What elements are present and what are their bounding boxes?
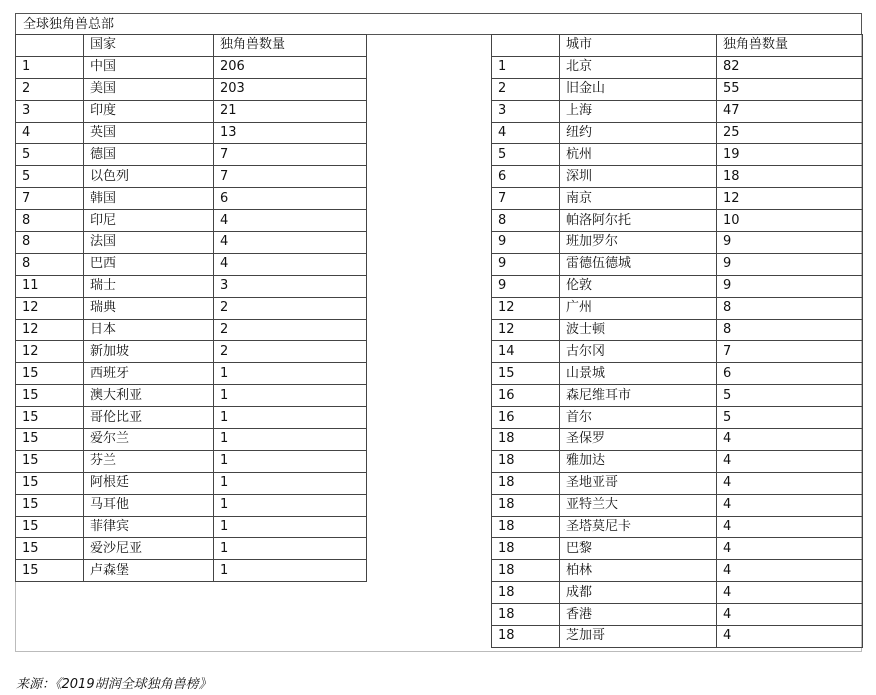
name-cell: 以色列 <box>84 166 214 188</box>
country-table <box>15 34 367 582</box>
count-cell: 1 <box>214 472 367 494</box>
table-row <box>16 516 367 538</box>
rank-cell: 3 <box>492 100 560 122</box>
table-row <box>16 166 367 188</box>
count-cell: 7 <box>214 166 367 188</box>
column-header <box>492 35 560 57</box>
count-cell: 1 <box>214 560 367 582</box>
name-cell: 南京 <box>560 188 717 210</box>
count-cell: 1 <box>214 429 367 451</box>
table-row <box>492 341 863 363</box>
table-row <box>492 188 863 210</box>
rank-cell: 9 <box>492 253 560 275</box>
name-cell: 哥伦比亚 <box>84 407 214 429</box>
name-cell: 阿根廷 <box>84 472 214 494</box>
table-row <box>16 188 367 210</box>
count-cell: 1 <box>214 516 367 538</box>
name-cell: 波士顿 <box>560 319 717 341</box>
table-row <box>16 494 367 516</box>
rank-cell: 15 <box>16 472 84 494</box>
name-cell: 德国 <box>84 144 214 166</box>
rank-cell: 4 <box>16 122 84 144</box>
column-header <box>16 35 84 57</box>
count-cell: 1 <box>214 407 367 429</box>
name-cell: 古尔冈 <box>560 341 717 363</box>
rank-cell: 18 <box>492 516 560 538</box>
rank-cell: 12 <box>16 297 84 319</box>
table-row <box>492 232 863 254</box>
table-row <box>16 560 367 582</box>
rank-cell: 15 <box>16 385 84 407</box>
column-header: 国家 <box>84 35 214 57</box>
name-cell: 成都 <box>560 582 717 604</box>
rank-cell: 18 <box>492 626 560 648</box>
table-row <box>492 297 863 319</box>
rank-cell: 18 <box>492 450 560 472</box>
name-cell: 巴黎 <box>560 538 717 560</box>
rank-cell: 15 <box>16 494 84 516</box>
count-cell: 7 <box>717 341 863 363</box>
table-row <box>16 297 367 319</box>
rank-cell: 12 <box>492 319 560 341</box>
rank-cell: 15 <box>16 450 84 472</box>
name-cell: 马耳他 <box>84 494 214 516</box>
count-cell: 25 <box>717 122 863 144</box>
rank-cell: 15 <box>16 516 84 538</box>
name-cell: 法国 <box>84 232 214 254</box>
table-row <box>492 144 863 166</box>
count-cell: 19 <box>717 144 863 166</box>
name-cell: 圣塔莫尼卡 <box>560 516 717 538</box>
rank-cell: 12 <box>16 341 84 363</box>
column-header: 城市 <box>560 35 717 57</box>
table-row <box>16 450 367 472</box>
table-row <box>16 472 367 494</box>
count-cell: 21 <box>214 100 367 122</box>
name-cell: 旧金山 <box>560 78 717 100</box>
table-row <box>16 56 367 78</box>
rank-cell: 18 <box>492 582 560 604</box>
table-row <box>16 363 367 385</box>
table-row <box>492 319 863 341</box>
table-row <box>492 626 863 648</box>
rank-cell: 15 <box>16 429 84 451</box>
count-cell: 4 <box>717 626 863 648</box>
name-cell: 香港 <box>560 604 717 626</box>
count-cell: 6 <box>214 188 367 210</box>
name-cell: 广州 <box>560 297 717 319</box>
name-cell: 英国 <box>84 122 214 144</box>
rank-cell: 18 <box>492 604 560 626</box>
table-row <box>492 275 863 297</box>
header-row <box>492 35 863 57</box>
count-cell: 4 <box>717 429 863 451</box>
rank-cell: 5 <box>492 144 560 166</box>
table-row <box>16 100 367 122</box>
name-cell: 西班牙 <box>84 363 214 385</box>
count-cell: 4 <box>717 494 863 516</box>
table-row <box>16 253 367 275</box>
table-row <box>492 407 863 429</box>
source-note: 来源：《2019胡润全球独角兽榜》 <box>16 677 212 692</box>
name-cell: 中国 <box>84 56 214 78</box>
table-row <box>492 363 863 385</box>
rank-cell: 16 <box>492 385 560 407</box>
count-cell: 5 <box>717 407 863 429</box>
name-cell: 芝加哥 <box>560 626 717 648</box>
count-cell: 10 <box>717 210 863 232</box>
header-row <box>16 35 367 57</box>
name-cell: 爱沙尼亚 <box>84 538 214 560</box>
name-cell: 亚特兰大 <box>560 494 717 516</box>
count-cell: 47 <box>717 100 863 122</box>
rank-cell: 7 <box>16 188 84 210</box>
rank-cell: 7 <box>492 188 560 210</box>
count-cell: 4 <box>717 604 863 626</box>
table-row <box>492 494 863 516</box>
count-cell: 6 <box>717 363 863 385</box>
table-row <box>16 407 367 429</box>
count-cell: 1 <box>214 450 367 472</box>
count-cell: 4 <box>717 560 863 582</box>
name-cell: 澳大利亚 <box>84 385 214 407</box>
name-cell: 山景城 <box>560 363 717 385</box>
table-row <box>492 450 863 472</box>
name-cell: 瑞士 <box>84 275 214 297</box>
table-title-bar <box>15 13 862 35</box>
table-row <box>16 538 367 560</box>
count-cell: 8 <box>717 319 863 341</box>
table-row <box>16 144 367 166</box>
rank-cell: 18 <box>492 538 560 560</box>
name-cell: 雅加达 <box>560 450 717 472</box>
table-row <box>492 56 863 78</box>
name-cell: 雷德伍德城 <box>560 253 717 275</box>
count-cell: 4 <box>717 538 863 560</box>
name-cell: 上海 <box>560 100 717 122</box>
table-row <box>492 582 863 604</box>
rank-cell: 3 <box>16 100 84 122</box>
name-cell: 美国 <box>84 78 214 100</box>
count-cell: 2 <box>214 319 367 341</box>
name-cell: 伦敦 <box>560 275 717 297</box>
rank-cell: 8 <box>16 210 84 232</box>
table-row <box>16 429 367 451</box>
rank-cell: 1 <box>16 56 84 78</box>
table-row <box>492 516 863 538</box>
count-cell: 9 <box>717 275 863 297</box>
table-row <box>492 100 863 122</box>
name-cell: 菲律宾 <box>84 516 214 538</box>
count-cell: 4 <box>717 582 863 604</box>
rank-cell: 2 <box>492 78 560 100</box>
name-cell: 新加坡 <box>84 341 214 363</box>
name-cell: 卢森堡 <box>84 560 214 582</box>
name-cell: 杭州 <box>560 144 717 166</box>
count-cell: 203 <box>214 78 367 100</box>
table-row <box>16 232 367 254</box>
column-header: 独角兽数量 <box>717 35 863 57</box>
rank-cell: 11 <box>16 275 84 297</box>
name-cell: 深圳 <box>560 166 717 188</box>
table-row <box>492 472 863 494</box>
name-cell: 芬兰 <box>84 450 214 472</box>
count-cell: 9 <box>717 253 863 275</box>
name-cell: 瑞典 <box>84 297 214 319</box>
rank-cell: 16 <box>492 407 560 429</box>
name-cell: 北京 <box>560 56 717 78</box>
rank-cell: 12 <box>16 319 84 341</box>
count-cell: 1 <box>214 363 367 385</box>
rank-cell: 15 <box>16 560 84 582</box>
table-row <box>492 253 863 275</box>
count-cell: 206 <box>214 56 367 78</box>
name-cell: 森尼维耳市 <box>560 385 717 407</box>
count-cell: 12 <box>717 188 863 210</box>
count-cell: 1 <box>214 494 367 516</box>
count-cell: 1 <box>214 538 367 560</box>
count-cell: 2 <box>214 297 367 319</box>
table-row <box>16 319 367 341</box>
name-cell: 印尼 <box>84 210 214 232</box>
rank-cell: 2 <box>16 78 84 100</box>
count-cell: 4 <box>717 472 863 494</box>
count-cell: 55 <box>717 78 863 100</box>
table-row <box>16 210 367 232</box>
table-row <box>16 78 367 100</box>
city-table <box>491 34 863 648</box>
name-cell: 首尔 <box>560 407 717 429</box>
name-cell: 圣地亚哥 <box>560 472 717 494</box>
count-cell: 4 <box>717 450 863 472</box>
count-cell: 82 <box>717 56 863 78</box>
count-cell: 4 <box>214 232 367 254</box>
rank-cell: 15 <box>16 363 84 385</box>
table-row <box>492 78 863 100</box>
count-cell: 4 <box>214 253 367 275</box>
table-row <box>492 604 863 626</box>
column-header: 独角兽数量 <box>214 35 367 57</box>
count-cell: 3 <box>214 275 367 297</box>
table-row <box>16 122 367 144</box>
rank-cell: 8 <box>16 253 84 275</box>
rank-cell: 8 <box>16 232 84 254</box>
rank-cell: 9 <box>492 232 560 254</box>
count-cell: 1 <box>214 385 367 407</box>
rank-cell: 18 <box>492 560 560 582</box>
name-cell: 纽约 <box>560 122 717 144</box>
name-cell: 爱尔兰 <box>84 429 214 451</box>
table-row <box>16 275 367 297</box>
rank-cell: 4 <box>492 122 560 144</box>
name-cell: 韩国 <box>84 188 214 210</box>
rank-cell: 9 <box>492 275 560 297</box>
name-cell: 印度 <box>84 100 214 122</box>
count-cell: 18 <box>717 166 863 188</box>
table-row <box>16 341 367 363</box>
table-row <box>492 166 863 188</box>
name-cell: 班加罗尔 <box>560 232 717 254</box>
name-cell: 帕洛阿尔托 <box>560 210 717 232</box>
count-cell: 9 <box>717 232 863 254</box>
rank-cell: 5 <box>16 144 84 166</box>
rank-cell: 14 <box>492 341 560 363</box>
table-row <box>492 122 863 144</box>
rank-cell: 5 <box>16 166 84 188</box>
name-cell: 圣保罗 <box>560 429 717 451</box>
rank-cell: 18 <box>492 494 560 516</box>
rank-cell: 15 <box>16 407 84 429</box>
count-cell: 4 <box>214 210 367 232</box>
table-row <box>492 210 863 232</box>
table-row <box>16 385 367 407</box>
count-cell: 5 <box>717 385 863 407</box>
rank-cell: 18 <box>492 472 560 494</box>
count-cell: 8 <box>717 297 863 319</box>
count-cell: 13 <box>214 122 367 144</box>
count-cell: 7 <box>214 144 367 166</box>
table-row <box>492 429 863 451</box>
name-cell: 巴西 <box>84 253 214 275</box>
table-row <box>492 560 863 582</box>
name-cell: 柏林 <box>560 560 717 582</box>
count-cell: 2 <box>214 341 367 363</box>
count-cell: 4 <box>717 516 863 538</box>
rank-cell: 15 <box>492 363 560 385</box>
rank-cell: 6 <box>492 166 560 188</box>
rank-cell: 8 <box>492 210 560 232</box>
rank-cell: 12 <box>492 297 560 319</box>
rank-cell: 18 <box>492 429 560 451</box>
rank-cell: 15 <box>16 538 84 560</box>
name-cell: 日本 <box>84 319 214 341</box>
table-row <box>492 538 863 560</box>
table-row <box>492 385 863 407</box>
rank-cell: 1 <box>492 56 560 78</box>
page-title: 全球独角兽总部 <box>23 17 115 32</box>
